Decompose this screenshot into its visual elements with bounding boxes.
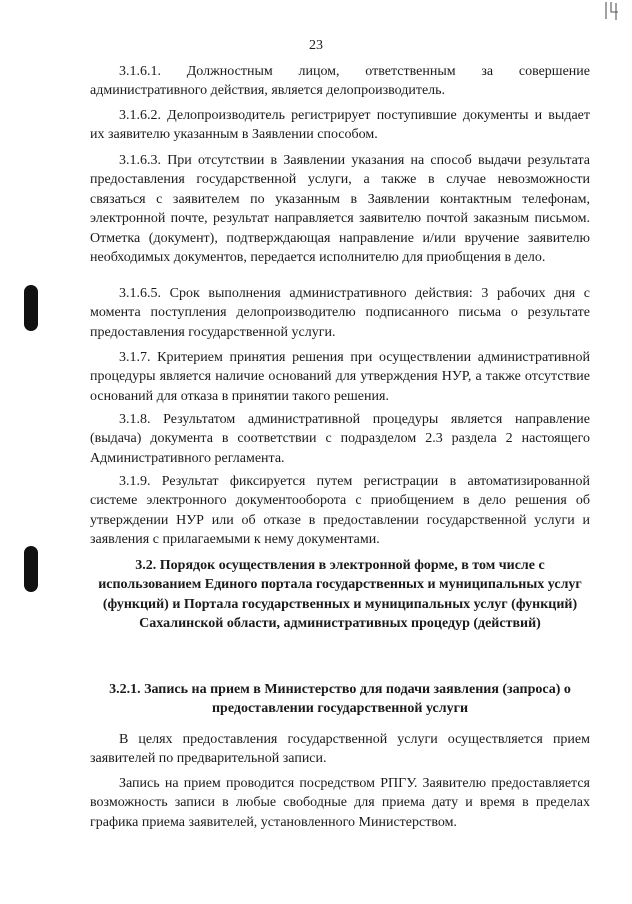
section-heading-3-2: 3.2. Порядок осуществления в электронной форме, в том числе с использованием Единого портала государственных и муниципальных услуг (функций) и Портала государственных и муниципальных услуг (функций) Сахалинской области, административных процедур (действий) xyxy=(98,558,582,632)
paragraph-3-1-6-2: 3.1.6.2. Делопроизводитель регистрирует поступившие документы и выдает их заявителю указанным в Заявлении способом. xyxy=(90,108,590,143)
paragraph-3-1-6-5: 3.1.6.5. Срок выполнения административного действия: 3 рабочих дня с момента поступления делопроизводителю подписанного письма о результате предоставления государственной услуги. xyxy=(90,286,590,340)
hole-punch-mark xyxy=(24,546,38,592)
page-number: 23 xyxy=(309,38,323,53)
paragraph-3-1-7: 3.1.7. Критерием принятия решения при осуществлении административной процедуры является наличие оснований для утверждения НУР, а также отсутствие оснований для отказа в принятии такого решения. xyxy=(90,350,590,404)
subsection-paragraph: В целях предоставления государственной услуги осуществляется прием заявителей по предварительной записи. xyxy=(90,732,590,767)
paragraph-3-1-6-3: 3.1.6.3. При отсутствии в Заявлении указания на способ выдачи результата предоставления государственной услуги, а также в случае невозможности связаться с заявителем по указанным в Заявлении контактным телефонам, электронной почте, результат направляется заявителю почтой заказным письмом. Отметка (документ), подтверждающая направление и/или вручение заявителю необходимых документов, передается исполнителю для приобщения в дело. xyxy=(90,153,590,266)
subsection-heading-3-2-1: 3.2.1. Запись на прием в Министерство для подачи заявления (запроса) о предоставлении государственной услуги xyxy=(109,682,571,717)
handwritten-page-mark xyxy=(603,0,623,22)
hole-punch-mark xyxy=(24,285,38,331)
subsection-paragraph: Запись на прием проводится посредством РПГУ. Заявителю предоставляется возможность записи в любые свободные для приема дату и время в пределах графика приема заявителей, установленного Министерством. xyxy=(90,776,590,830)
paragraph-3-1-6-1: 3.1.6.1. Должностным лицом, ответственным за совершение административного действия, является делопроизводитель. xyxy=(90,64,590,99)
paragraph-3-1-8: 3.1.8. Результатом административной процедуры является направление (выдача) документа в соответствии с подразделом 2.3 раздела 2 настоящего Административного регламента. xyxy=(90,412,590,466)
paragraph-3-1-9: 3.1.9. Результат фиксируется путем регистрации в автоматизированной системе электронного документооборота с приобщением в дело решения об утверждении НУР или об отказе в предоставлении государственной услуги и заявления с прилагаемыми к нему документами. xyxy=(90,474,590,548)
